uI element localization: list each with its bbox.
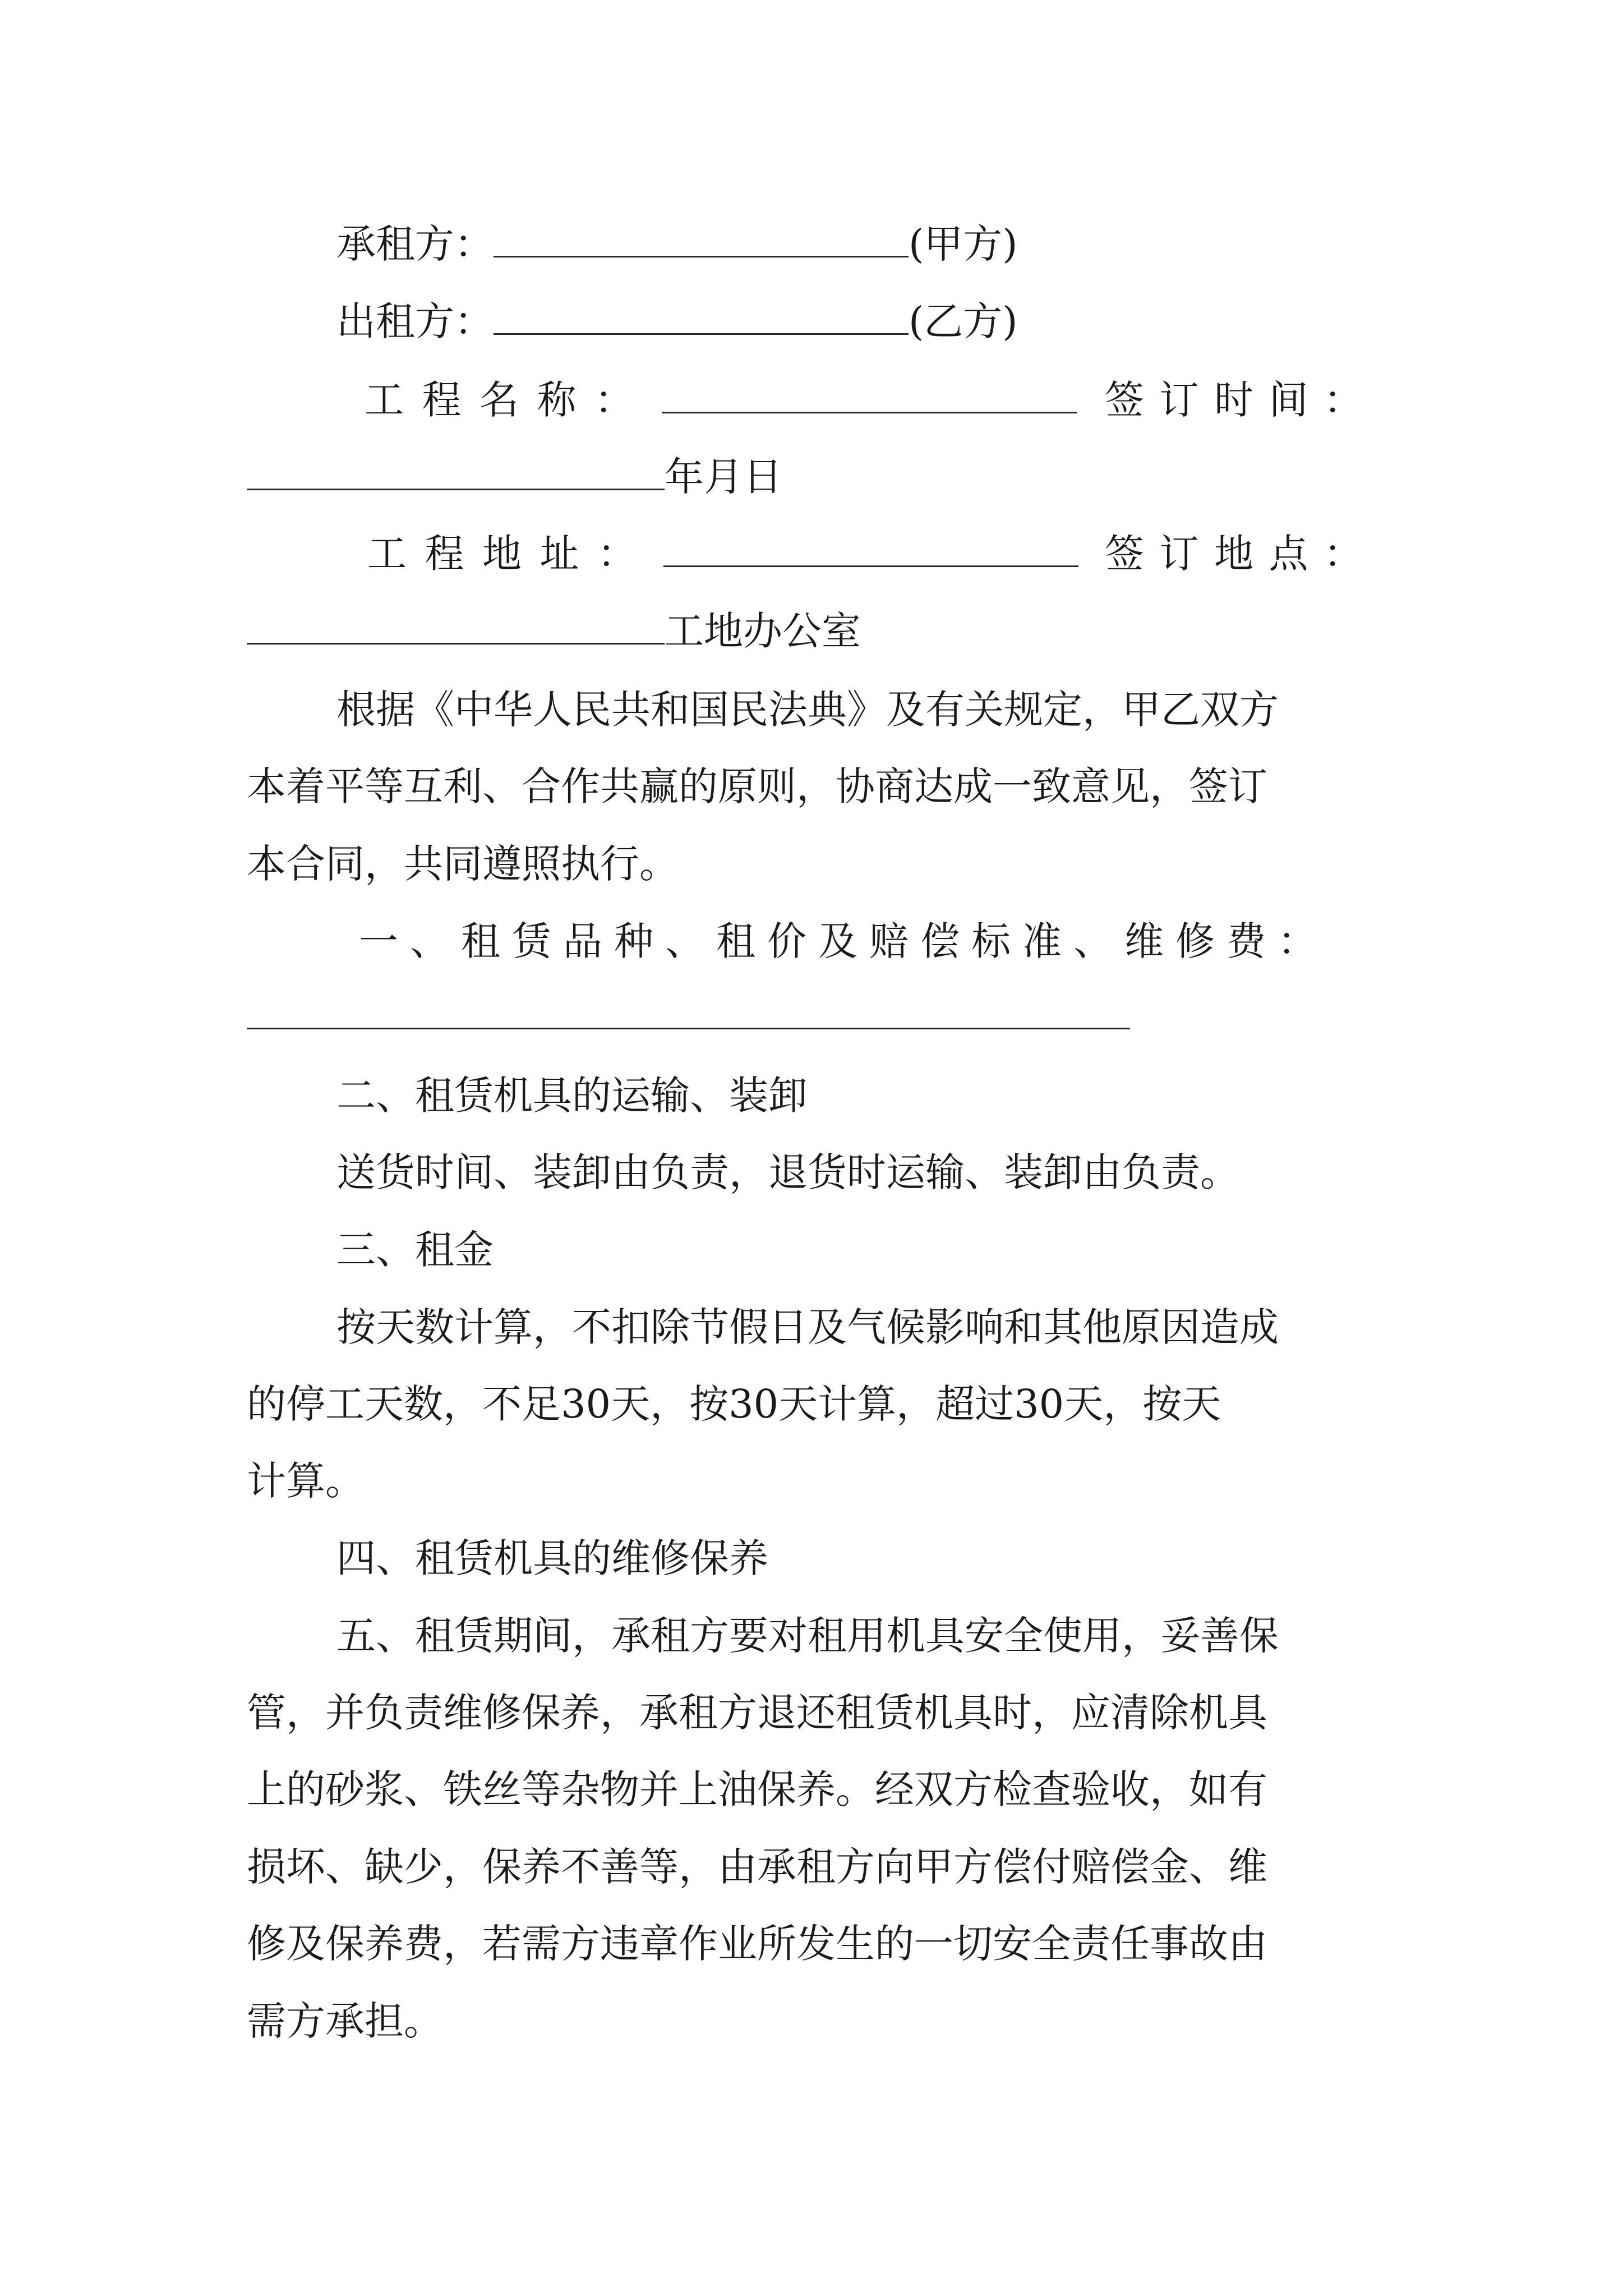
project-name-line bbox=[365, 372, 1363, 428]
lessor-blank[interactable] bbox=[494, 300, 909, 335]
section-3-line-1: 按天数计算，不扣除节假日及气候影响和其他原因造成 bbox=[336, 1304, 1279, 1350]
project-name-label: 工 程 名 称 ： bbox=[365, 377, 634, 423]
lessee-label: 承租方： bbox=[336, 221, 494, 267]
section-5-line-4: 损坏、缺少，保养不善等，由承租方向甲方偿付赔偿金、维 bbox=[247, 1844, 1267, 1890]
sign-date-line bbox=[247, 449, 1385, 505]
section-2-text: 送货时间、装卸由负责，退货时运输、装卸由负责。 bbox=[336, 1149, 1239, 1195]
section-3-line-2: 的停工天数，不足30天，按30天计算，超过30天，按天 bbox=[247, 1381, 1221, 1427]
section-5-line-3: 上的砂浆、铁丝等杂物并上油保养。经双方检查验收，如有 bbox=[247, 1766, 1267, 1812]
section-2-title: 二、租赁机具的运输、装卸 bbox=[336, 1073, 808, 1119]
intro-line-3: 本合同，共同遵照执行。 bbox=[247, 841, 679, 887]
sign-place-label: 签 订 地 点 ： bbox=[1105, 531, 1363, 577]
place-suffix: 工地办公室 bbox=[665, 608, 861, 654]
intro-line-2: 本着平等互利、合作共赢的原则，协商达成一致意见，签订 bbox=[247, 763, 1267, 809]
sign-place-blank[interactable] bbox=[247, 609, 665, 645]
section-1-title: 一、租赁品种、租价及赔偿标准、维修费： bbox=[359, 918, 1329, 964]
project-address-line bbox=[367, 526, 1363, 582]
section-1-blank[interactable] bbox=[247, 1028, 1130, 1029]
section-5-line-1: 五、租赁期间，承租方要对租用机具安全使用，妥善保 bbox=[336, 1613, 1279, 1659]
sign-time-label: 签 订 时 间 ： bbox=[1105, 377, 1363, 423]
lessee-line bbox=[336, 216, 1385, 272]
project-address-blank[interactable] bbox=[663, 532, 1078, 567]
section-4-title: 四、租赁机具的维修保养 bbox=[336, 1535, 768, 1581]
lessor-label: 出租方： bbox=[336, 298, 494, 344]
lessor-suffix: (乙方) bbox=[909, 298, 1018, 344]
section-5-line-5: 修及保养费，若需方违章作业所发生的一切安全责任事故由 bbox=[247, 1921, 1267, 1967]
intro-line-1: 根据《中华人民共和国民法典》及有关规定，甲乙双方 bbox=[336, 687, 1279, 733]
section-3-line-3: 计算。 bbox=[247, 1458, 365, 1504]
project-address-label: 工 程 地 址 ： bbox=[367, 531, 637, 577]
section-5-line-2: 管，并负责维修保养，承租方退还租赁机具时，应清除机具 bbox=[247, 1690, 1267, 1736]
section-5-line-6: 需方承担。 bbox=[247, 1998, 443, 2044]
sign-place-line bbox=[247, 603, 1385, 659]
lessee-blank[interactable] bbox=[494, 222, 909, 257]
lessee-suffix: (甲方) bbox=[909, 221, 1018, 267]
date-suffix: 年月日 bbox=[665, 454, 782, 500]
sign-date-blank[interactable] bbox=[247, 455, 665, 490]
project-name-blank[interactable] bbox=[662, 378, 1077, 413]
section-3-title: 三、租金 bbox=[336, 1227, 494, 1273]
lessor-line bbox=[336, 293, 1385, 349]
